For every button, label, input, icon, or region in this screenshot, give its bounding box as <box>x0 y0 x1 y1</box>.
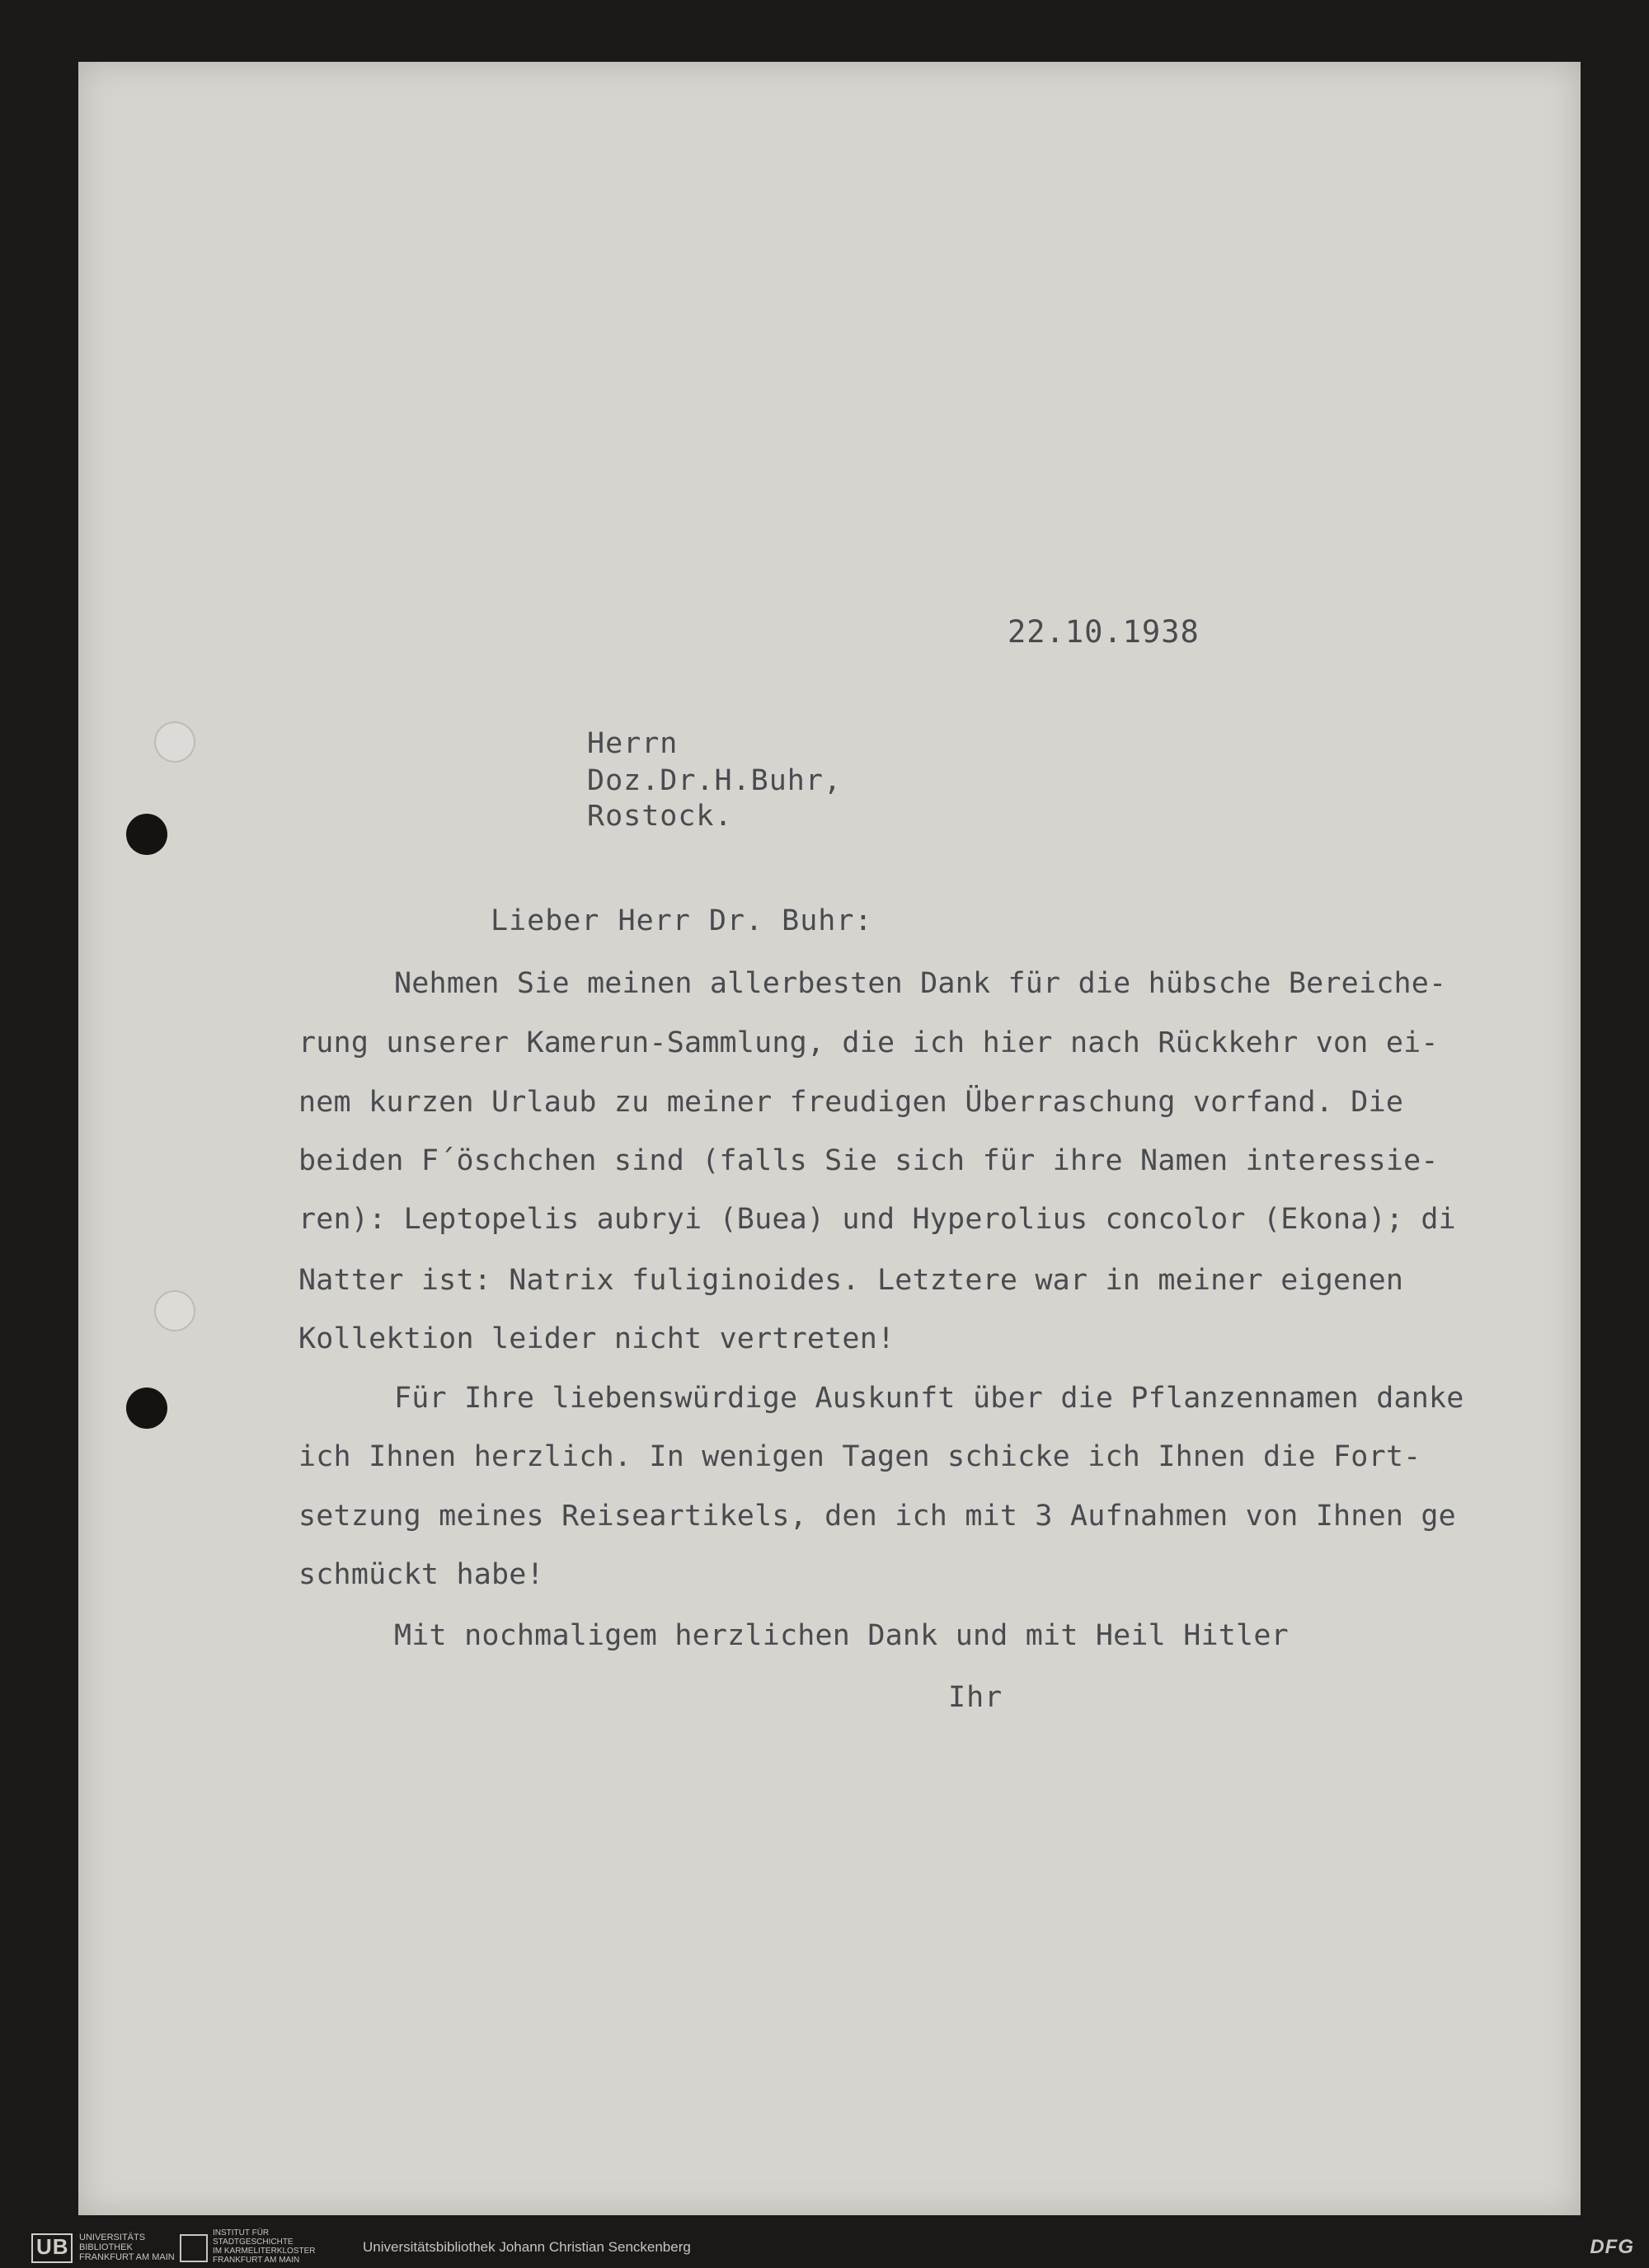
body-line: ren): Leptopelis aubryi (Buea) und Hyperolius concolor (Ekona); di <box>298 1203 1456 1236</box>
body-line: Kollektion leider nicht vertreten! <box>298 1322 895 1355</box>
closing: Ihr <box>948 1681 1003 1714</box>
archive-footer <box>0 2226 1649 2268</box>
body-line: Mit nochmaligem herzlichen Dank und mit Heil Hitler <box>394 1619 1289 1652</box>
letter-page <box>78 62 1581 2215</box>
body-line: Nehmen Sie meinen allerbesten Dank für die hübsche Bereiche- <box>394 967 1447 1000</box>
body-line: beiden F´öschchen sind (falls Sie sich für ihre Namen interessie- <box>298 1144 1439 1177</box>
address-line-3: Rostock. <box>587 800 733 833</box>
salutation: Lieber Herr Dr. Buhr: <box>491 904 873 937</box>
punch-hole-lower-faint <box>154 1290 195 1331</box>
body-line: Für Ihre liebenswürdige Auskunft über die Pflanzennamen danke <box>394 1382 1464 1415</box>
punch-hole-lower <box>126 1388 167 1429</box>
dfg-logo: DFG <box>1590 2236 1634 2258</box>
body-line: schmückt habe! <box>298 1558 544 1591</box>
ub-library-label: UNIVERSITÄTS BIBLIOTHEK FRANKFURT AM MAIN <box>79 2233 175 2262</box>
punch-hole-upper <box>126 814 167 855</box>
letter-date: 22.10.1938 <box>1008 614 1200 650</box>
body-line: nem kurzen Urlaub zu meiner freudigen Überraschung vorfand. Die <box>298 1086 1404 1119</box>
library-caption: Universitätsbibliothek Johann Christian Senckenberg <box>363 2239 691 2255</box>
address-line-2: Doz.Dr.H.Buhr, <box>587 764 843 797</box>
address-line-1: Herrn <box>587 727 679 760</box>
body-line: ich Ihnen herzlich. In wenigen Tagen schicke ich Ihnen die Fort- <box>298 1440 1421 1473</box>
body-line: rung unserer Kamerun-Sammlung, die ich hier nach Rückkehr von ei- <box>298 1026 1439 1059</box>
body-line: Natter ist: Natrix fuliginoides. Letztere war in meiner eigenen <box>298 1264 1404 1297</box>
institut-logo-icon <box>180 2234 208 2262</box>
ub-logo: UB <box>36 2234 69 2259</box>
institut-label: INSTITUT FÜR STADTGESCHICHTE IM KARMELITERKLOSTER FRANKFURT AM MAIN <box>213 2228 316 2265</box>
punch-hole-upper-faint <box>154 721 195 763</box>
body-line: setzung meines Reiseartikels, den ich mit 3 Aufnahmen von Ihnen ge <box>298 1500 1456 1533</box>
